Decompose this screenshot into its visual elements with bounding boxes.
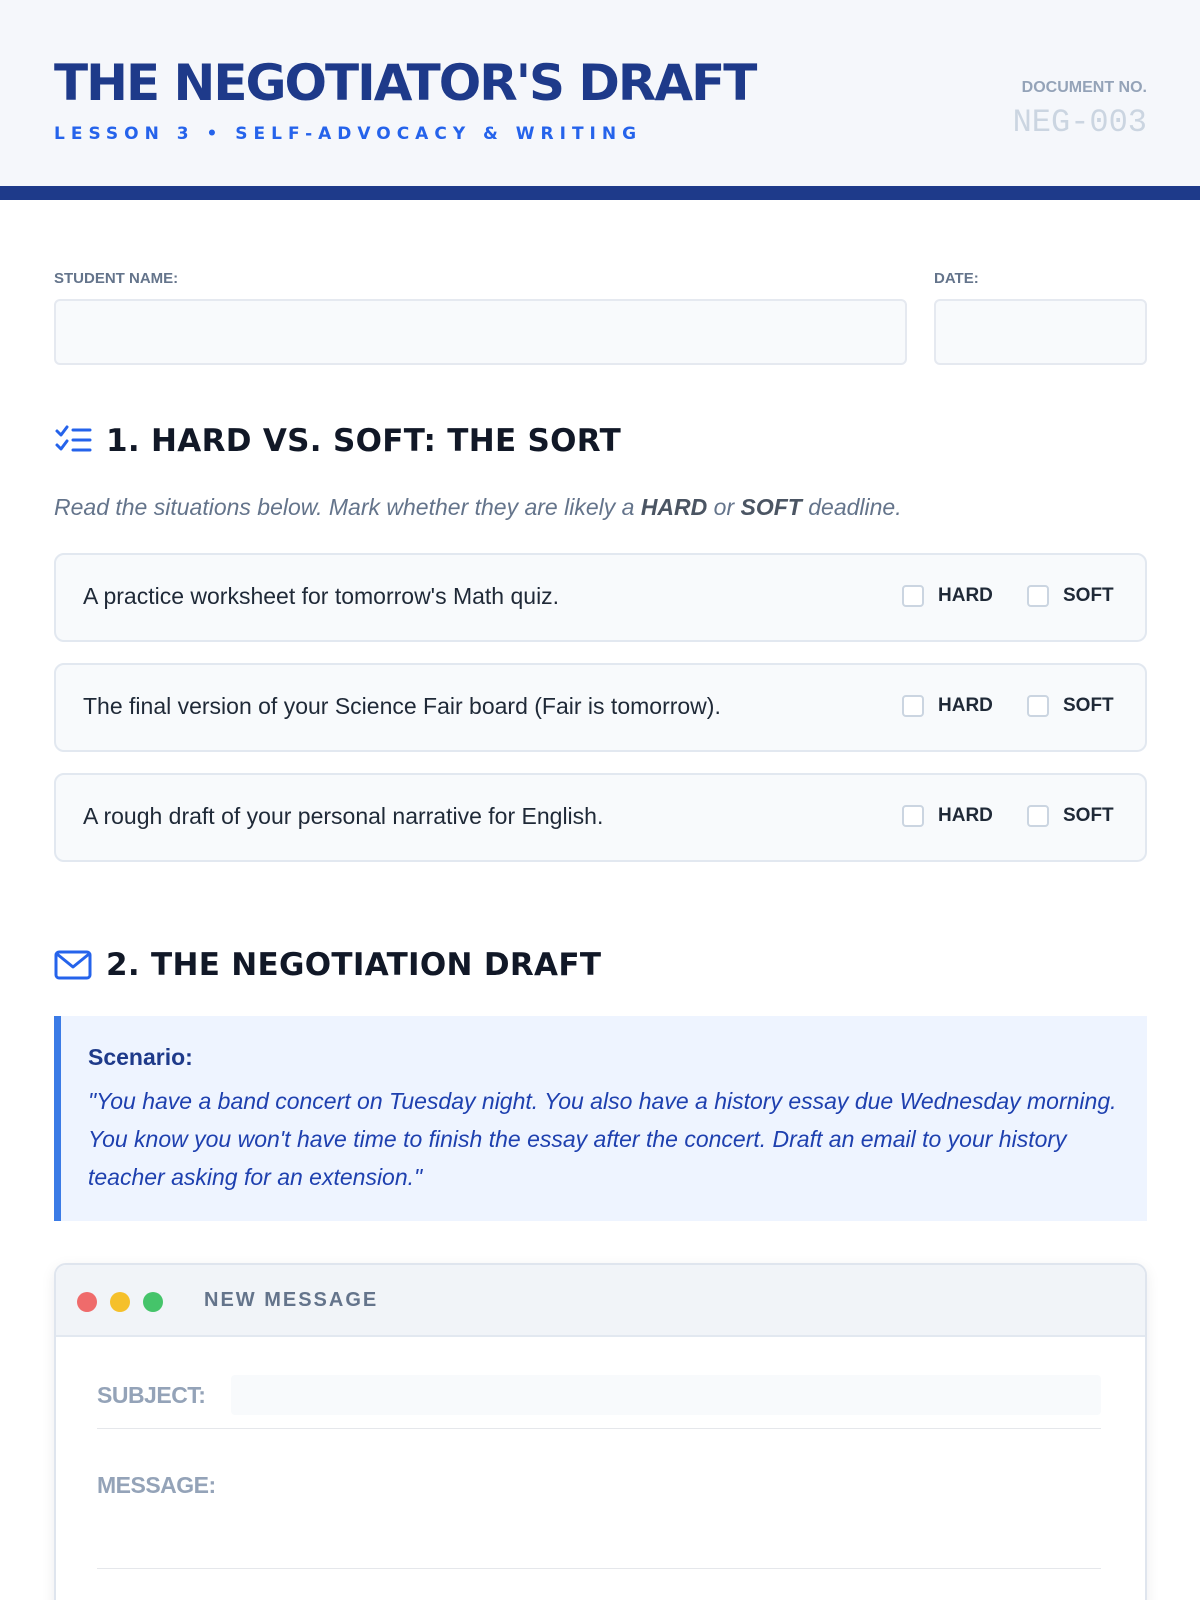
- instructions-text-mid: or: [707, 494, 741, 520]
- hard-checkbox[interactable]: [902, 695, 924, 717]
- email-window-title: NEW MESSAGE: [204, 1289, 379, 1311]
- subject-label: SUBJECT:: [97, 1382, 206, 1408]
- scenario-text: "You have a band concert on Tuesday night. You also have a history essay due Wednesday morning. You know you won't have time to finish the essay after the concert. Draft an email to your history teacher asking for an extension.": [88, 1088, 1117, 1190]
- sort-item-text: A rough draft of your personal narrative for English.: [83, 803, 604, 829]
- email-titlebar: [56, 1265, 1145, 1337]
- sort-item-text: A practice worksheet for tomorrow's Math quiz.: [83, 583, 560, 609]
- document-number: NEG-003: [1012, 104, 1147, 141]
- soft-option-label: SOFT: [1063, 585, 1114, 606]
- sort-item: [54, 663, 1147, 752]
- close-window-dot[interactable]: [77, 1292, 97, 1312]
- hard-checkbox[interactable]: [902, 585, 924, 607]
- scenario-label: Scenario:: [88, 1044, 193, 1070]
- section-2-title: 2. THE NEGOTIATION DRAFT: [106, 947, 602, 983]
- instructions-text-start: Read the situations below. Mark whether they are likely a: [54, 494, 641, 520]
- checklist-icon: [54, 422, 92, 460]
- hard-option-label: HARD: [938, 585, 993, 606]
- soft-checkbox[interactable]: [1027, 695, 1049, 717]
- soft-option-label: SOFT: [1063, 695, 1114, 716]
- hard-option[interactable]: [902, 805, 993, 827]
- scenario-callout: [54, 1016, 1147, 1221]
- instructions-soft: SOFT: [740, 494, 802, 520]
- soft-option[interactable]: [1027, 805, 1114, 827]
- message-body-input[interactable]: [231, 1451, 1101, 1551]
- date-label: DATE:: [934, 270, 979, 287]
- soft-checkbox[interactable]: [1027, 805, 1049, 827]
- student-name-label: STUDENT NAME:: [54, 270, 179, 287]
- hard-option-label: HARD: [938, 695, 993, 716]
- message-line: [97, 1568, 1101, 1569]
- message-label: MESSAGE:: [97, 1472, 216, 1498]
- instructions-hard: HARD: [640, 494, 708, 520]
- hard-checkbox[interactable]: [902, 805, 924, 827]
- hard-option-label: HARD: [938, 805, 993, 826]
- sort-item-text: The final version of your Science Fair board (Fair is tomorrow).: [83, 693, 721, 719]
- section-2-heading: [54, 946, 601, 984]
- hard-option[interactable]: [902, 695, 993, 717]
- student-name-field[interactable]: [54, 299, 907, 365]
- subject-divider: [97, 1428, 1101, 1429]
- sort-item: [54, 553, 1147, 642]
- hard-option[interactable]: [902, 585, 993, 607]
- sort-item: [54, 773, 1147, 862]
- section-1-heading: [54, 422, 621, 460]
- date-field[interactable]: [934, 299, 1147, 365]
- document-header: [0, 0, 1200, 200]
- soft-option-label: SOFT: [1063, 805, 1114, 826]
- maximize-window-dot[interactable]: [143, 1292, 163, 1312]
- section-1-instructions: [54, 494, 902, 521]
- subject-input[interactable]: [231, 1375, 1101, 1415]
- document-subtitle: LESSON 3 • SELF-ADVOCACY & WRITING: [54, 124, 643, 144]
- minimize-window-dot[interactable]: [110, 1292, 130, 1312]
- envelope-icon: [54, 946, 92, 984]
- soft-option[interactable]: [1027, 585, 1114, 607]
- section-1-title: 1. HARD VS. SOFT: THE SORT: [106, 423, 622, 459]
- document-title: THE NEGOTIATOR'S DRAFT: [54, 54, 756, 112]
- instructions-text-end: deadline.: [801, 494, 902, 520]
- email-compose-window: [54, 1263, 1147, 1600]
- soft-option[interactable]: [1027, 695, 1114, 717]
- document-number-label: DOCUMENT NO.: [1021, 79, 1147, 96]
- soft-checkbox[interactable]: [1027, 585, 1049, 607]
